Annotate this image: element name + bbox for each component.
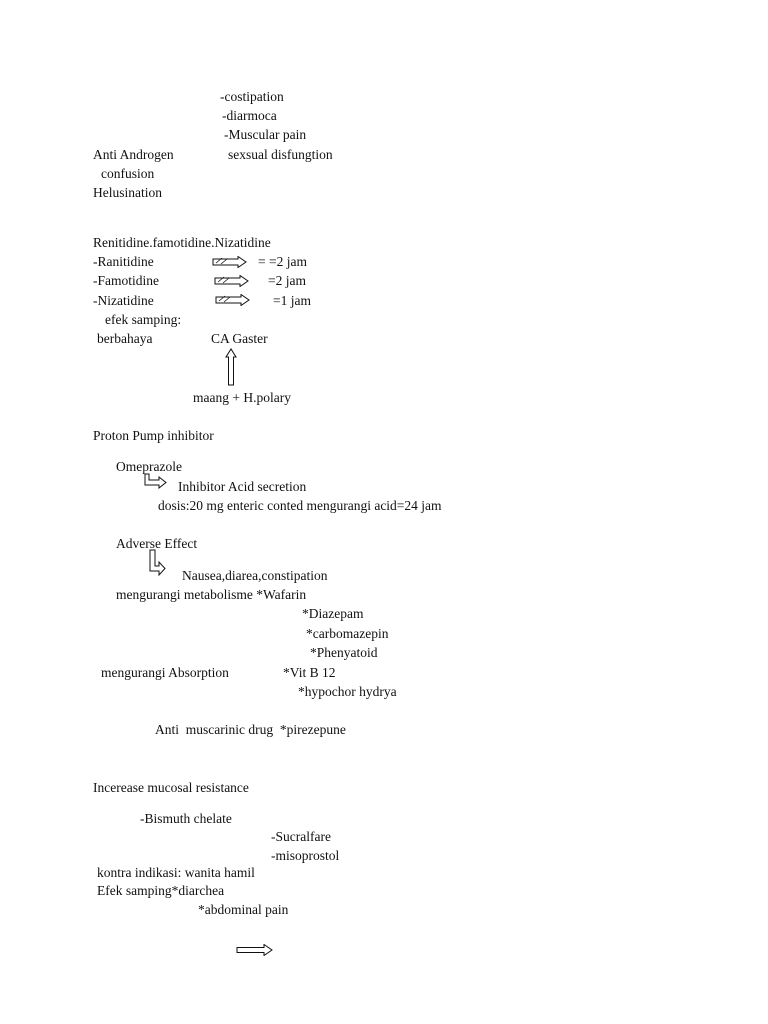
confusion-line: confusion — [101, 166, 155, 181]
ranitidine-value: = =2 jam — [258, 254, 307, 269]
omeprazole-label: Omeprazole — [116, 459, 182, 474]
nizatidine-value: =1 jam — [273, 293, 311, 308]
mengurangi-metabolisme-line: mengurangi metabolisme *Wafarin — [116, 587, 307, 602]
bismuth-line: -Bismuth chelate — [140, 811, 232, 826]
hypochor-line: *hypochor hydrya — [298, 684, 397, 699]
helusination-line: Helusination — [93, 185, 162, 200]
efek-samping-diarchea-line: Efek samping*diarchea — [97, 883, 225, 898]
diazepam-line: *Diazepam — [302, 606, 364, 621]
nausea-line: Nausea,diarea,constipation — [182, 568, 328, 583]
maang-line: maang + H.polary — [193, 390, 291, 405]
sucralfare-line: -Sucralfare — [271, 829, 331, 844]
right-arrow-icon — [215, 294, 251, 306]
ranitidine-label: -Ranitidine — [93, 254, 154, 269]
right-arrow-icon — [214, 275, 250, 287]
mengurangi-absorption-label: mengurangi Absorption — [101, 665, 229, 680]
famotidine-label: -Famotidine — [93, 273, 159, 288]
right-arrow-icon — [212, 256, 248, 268]
efek-samping-label: efek samping: — [105, 312, 182, 327]
adverse-effect-label: Adverse Effect — [116, 536, 198, 551]
bent-down-arrow-icon — [147, 549, 167, 577]
berbahaya-label: berbahaya — [97, 331, 153, 346]
muscular-pain-line: -Muscular pain — [224, 127, 307, 142]
h2-antagonists-heading: Renitidine.famotidine.Nizatidine — [93, 235, 271, 250]
bent-arrow-icon — [142, 473, 168, 489]
anti-muscarinic-line: Anti muscarinic drug *pirezepune — [155, 722, 346, 737]
ca-gaster-label: CA Gaster — [211, 331, 268, 346]
vit-b12-line: *Vit B 12 — [283, 665, 336, 680]
mucosal-heading: Incerease mucosal resistance — [93, 780, 249, 795]
anti-androgen-label: Anti Androgen — [93, 147, 174, 162]
carbomazepin-line: *carbomazepin — [306, 626, 389, 641]
right-arrow-icon — [236, 944, 274, 956]
ppi-heading: Proton Pump inhibitor — [93, 428, 214, 443]
inhibitor-acid-line: Inhibitor Acid secretion — [178, 479, 307, 494]
costipation-line: -costipation — [220, 89, 284, 104]
misoprostol-line: -misoprostol — [271, 848, 340, 863]
famotidine-value: =2 jam — [268, 273, 306, 288]
abdominal-pain-line: *abdominal pain — [198, 902, 289, 917]
up-arrow-icon — [225, 348, 237, 386]
nizatidine-label: -Nizatidine — [93, 293, 154, 308]
sexual-dysfunction-line: sexsual disfungtion — [228, 147, 333, 162]
kontra-indikasi-line: kontra indikasi: wanita hamil — [97, 865, 255, 880]
diarmoca-line: -diarmoca — [222, 108, 277, 123]
phenyatoid-line: *Phenyatoid — [310, 645, 378, 660]
dosis-line: dosis:20 mg enteric conted mengurangi acid=24 jam — [158, 498, 442, 513]
